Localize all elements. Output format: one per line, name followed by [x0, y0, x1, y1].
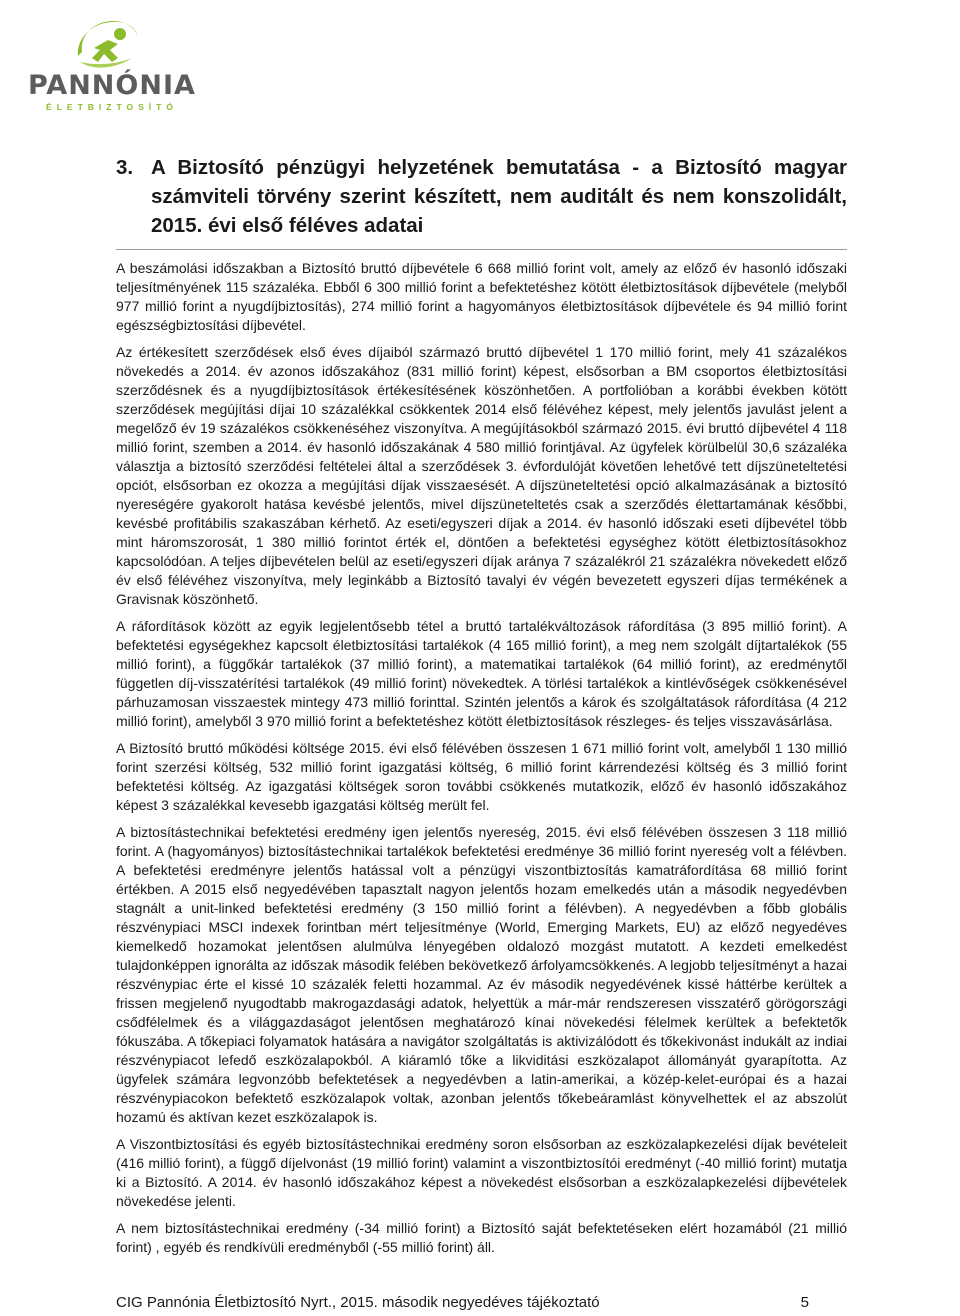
section-title: A Biztosító pénzügyi helyzetének bemutatása - a Biztosító magyar számviteli törvény szerint készített, nem auditált és nem konszolidált, 2015. évi első féléves adatai	[151, 156, 847, 237]
section-number: 3.	[116, 156, 134, 179]
paragraph-investment-result: A biztosítástechnikai befektetési eredmény igen jelentős nyereség, 2015. évi első félévében összesen 3 118 millió forint. A (hagyományos) biztosítástechnikai tartalékok befektetési eredménye 36 millió forint nyereség volt a félévben. A befektetési eredményre jelentős hatással volt a pénzügyi viszontbiztosítás kamatráfordítása 68 millió forint értékben. A 2015 első negyedévében tapasztalt nagyon jelentős hozam emelkedés után a második negyedévben stagnált a unit-linked befektetési eredmény (3 150 millió forint a félévben). A negyedévben a főbb globális részvénypiaci MSCI indexek forintban mért teljesítménye (World, Emerging Markets, EU) az előző negyedéves kiemelkedő hozamokat jelentősen alulmúlva lényegében oldalozó mozgást mutatott. A kezdeti emelkedést tulajdonképpen ignorálta az időszak második felében bekövetkező árfolyamcsökkenés. A legjobb teljesítményt a hazai részvénypiac érte el kissé 10 százalék feletti hozammal. Az év második negyedévének kissé háttérbe kerültek a frissen megjelenő nyugodtabb makrogazdasági adatok, helyettük a már-már rendszeresen visszatérő görögországi csődfélelmek és a világgazdaságot jelentősen meghatározó kínai növekedési félelmek kerültek a befektetők fókuszába. A tőkepiaci folyamatok hatására a navigátor szolgáltatás is aktivizálódott és tőkekivonást indukált az indiai részvénypiacot lefedő eszközalapokból. A kiáramló tőke a likviditási eszközalapot állományát gyarapította. Az ügyfelek számára legvonzóbb befektetések a negyedévben a latin-amerikai, a közép-kelet-európai és a hazai részvénypiacokon befektető eszközalapok voltak, azonban jelentős tőkebeáramlást könyvelhettek el az abszolút hozamú és aktívan kezet eszközalapok is.	[116, 824, 847, 1125]
runner-logo-icon	[74, 18, 140, 72]
paragraph-expenditures: A ráfordítások között az egyik legjelentősebb tétel a bruttó tartalékváltozások ráfordítása (3 895 millió forint). A befektetési egységekhez kapcsolt életbiztosítási tartalékok (4 165 millió forint), a meg nem szolgált díjtartalékok (55 millió forint), a függőkár tartalékok (37 millió forint), a matematikai tartalékok (64 millió forint), az eredménytől független díj-visszatérítési tartalékok (49 millió forint) növekedtek. A törlési tartalékok a kintlévőségek csökkenésével párhuzamosan visszaestek mintegy 473 millió forinttal. Szintén jelentős a károk és szolgáltatások ráfordítása (4 212 millió forint), amelyből 3 970 millió forint a befektetéshez kötött életbiztosítások részleges- és teljes visszavásárlása.	[116, 618, 847, 729]
heading-divider	[116, 249, 847, 250]
footer-page-number: 5	[800, 1294, 809, 1311]
paragraph-reinsurance-result: A Viszontbiztosítási és egyéb biztosítástechnikai eredmény soron elsősorban az eszközalapkezelési díjak bevételeit (416 millió forint), a függő díjelvonást (19 millió forint) valamint a viszontbiztosítói eredményt (-40 millió forint) mutatja ki a Biztosító. A 2014. év hasonló időszakához képest a növekedést elsősorban a eszközalapkezelési díjbevételek növekedése jelenti.	[116, 1136, 847, 1209]
logo-wordmark: PANNÓNIA	[28, 70, 196, 101]
paragraph-premium-income: A beszámolási időszakban a Biztosító bruttó díjbevétele 6 668 millió forint volt, amely az előző év hasonló időszaki teljesítményének 115 százaléka. Ebből 6 300 millió forint a befektetéshez kötött életbiztosítások díjbevétele (melyből 977 millió forint a nyugdíjbiztosítás), 274 millió forint a hagyományos életbiztosítások díjbevétele és 94 millió forint egészségbiztosítási díjbevétel.	[116, 260, 847, 333]
footer-document-title: CIG Pannónia Életbiztosító Nyrt., 2015. második negyedéves tájékoztató	[116, 1294, 600, 1311]
paragraph-first-year-premiums: Az értékesített szerződések első éves díjaiból származó bruttó díjbevétel 1 170 millió forint, mely 41 százalékos növekedés a 2014. év azonos időszakához (831 millió forint) képest, elsősorban a BM csoportos életbiztosítási szerződésnek és a nyugdíjbiztosítások értékesítésének köszönhetően. A portfolióban a korábbi években kötött szerződések megújítási díjai 10 százalékkal csökkentek 2014 első félévéhez képest, mely jelentős javulást jelent a megelőző év 19 százalékos csökkenéséhez viszonyítva. A megújításokból származó 2015. évi bruttó díjbevétel 4 118 millió forint, szemben a 2014. év hasonló időszakának 4 580 millió forintjával. Az ügyfelek körülbelül 30,6 százaléka választja a biztosító szerződési feltételei által a szerződések 3. évfordulóját követően lehetővé tett díjszüneteltetési opciót, elsősorban ez okozza a megújítási díjak visszaesését. A díjszüneteltetési opció alkalmazásának a biztosító nyereségére gyakorolt hatása kevésbé jelentős, mivel díjszüneteltetés csak a szerződés élettartamának későbbi, kevésbé profitábilis szakaszában kérhető. Az eseti/egyszeri díjak a 2014. év hasonló időszaki eseti díjbevétel több mint háromszorosát, 1 380 millió forintot érték el, döntően a befektetési egységhez kötött életbiztosításokhoz kapcsolódóan. A teljes díjbevételen belül az eseti/egyszeri díjak aránya 7 százalékról 21 százalékra növekedett előző év első félévéhez viszonyítva, mely leginkább a Biztosító tavalyi év végén bevezetett egyszeri díjas termékének a Gravisnak köszönhető.	[116, 344, 847, 607]
logo-tagline: ÉLETBIZTOSÍTÓ	[46, 102, 178, 112]
page-footer	[116, 1294, 809, 1312]
section-heading	[116, 153, 847, 240]
paragraph-operating-costs: A Biztosító bruttó működési költsége 2015. évi első félévében összesen 1 671 millió forint volt, amelyből 1 130 millió forint szerzési költség, 532 millió forint igazgatási költség, 6 millió forint kárrendezési költség és 3 millió forint befektetési költség. Az igazgatási költségek soron további csökkenés mutatkozik, előző év hasonló időszakához képest 3 százalékkal kevesebb igazgatási költség merült fel.	[116, 740, 847, 813]
document-body	[116, 153, 847, 1265]
company-logo	[24, 16, 196, 112]
paragraph-non-technical-result: A nem biztosítástechnikai eredmény (-34 millió forint) a Biztosító saját befektetéseken elért hozamából (21 millió forint) , egyéb és rendkívüli eredményből (-55 millió forint) áll.	[116, 1220, 847, 1255]
